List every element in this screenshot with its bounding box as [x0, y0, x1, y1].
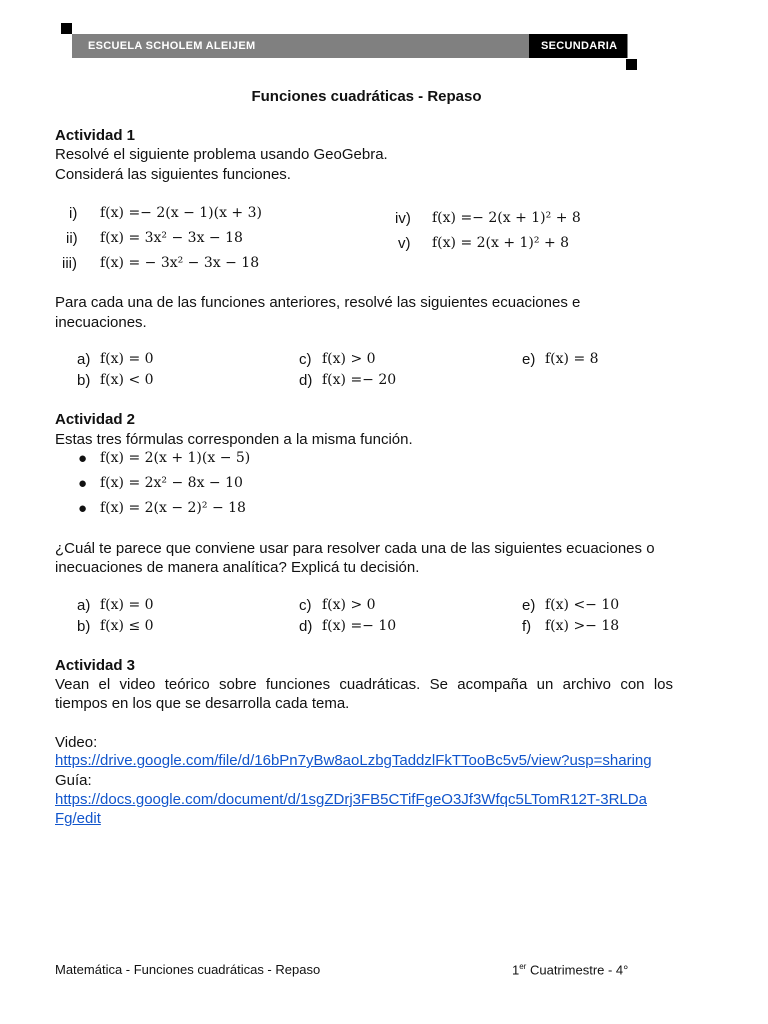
- act1-para2: inecuaciones.: [55, 314, 147, 331]
- footer-term-number: 1: [512, 962, 520, 978]
- eq2-label-c: c): [299, 597, 312, 614]
- formula-vertex: f(x) = 2(x − 2)² − 18: [100, 500, 246, 516]
- act3-heading: Actividad 3: [55, 657, 136, 674]
- footer-term-suffix: er: [519, 962, 527, 971]
- function-v: f(x) = 2(x + 1)² + 8: [432, 235, 570, 251]
- function-ii: f(x) = 3x² − 3x − 18: [100, 230, 243, 246]
- eq1-label-a: a): [77, 351, 91, 368]
- eq2-label-b: b): [77, 618, 91, 635]
- eq1-label-e: e): [522, 351, 536, 368]
- act1-line2: Considerá las siguientes funciones.: [55, 166, 291, 183]
- eq2-a: f(x) = 0: [100, 597, 154, 613]
- footer-left: Matemática - Funciones cuadráticas - Repaso: [55, 962, 321, 977]
- act1-line1: Resolvé el siguiente problema usando GeoGebra.: [55, 146, 388, 163]
- act2-intro: Estas tres fórmulas corresponden a la misma función.: [55, 431, 413, 448]
- eq1-a: f(x) = 0: [100, 351, 154, 367]
- act3-para2: tiempos en los que se desarrolla cada tema.: [55, 695, 350, 712]
- function-iii: f(x) = − 3x² − 3x − 18: [100, 255, 260, 271]
- level-label: SECUNDARIA: [541, 40, 618, 52]
- video-label: Video:: [55, 734, 98, 751]
- eq1-b: f(x) < 0: [100, 372, 154, 388]
- function-iv: f(x) =− 2(x + 1)² + 8: [432, 210, 581, 226]
- eq1-d: f(x) =− 20: [322, 372, 397, 388]
- act1-heading: Actividad 1: [55, 127, 136, 144]
- eq2-d: f(x) =− 10: [322, 618, 397, 634]
- act3-para1: Vean el video teórico sobre funciones cuadráticas. Se acompaña un archivo con los: [55, 676, 673, 693]
- eq2-label-a: a): [77, 597, 91, 614]
- eq1-c: f(x) > 0: [322, 351, 376, 367]
- function-label-v: v): [398, 235, 411, 252]
- eq2-c: f(x) > 0: [322, 597, 376, 613]
- eq1-e: f(x) = 8: [545, 351, 599, 367]
- act2-heading: Actividad 2: [55, 411, 136, 428]
- function-label-iv: iv): [395, 210, 411, 227]
- guide-link[interactable]: https://docs.google.com/document/d/1sgZDrj3FB5CTifFgeO3Jf3Wfqc5LTomR12T-3RLDa: [55, 791, 647, 808]
- act2-para2: inecuaciones de manera analítica? Explicá tu decisión.: [55, 559, 420, 576]
- function-label-ii: ii): [66, 230, 78, 247]
- header-corner-square-bottom: [626, 59, 637, 70]
- bullet-dot: ●: [78, 475, 88, 492]
- eq2-label-d: d): [299, 618, 313, 635]
- act2-para1: ¿Cuál te parece que conviene usar para resolver cada una de las siguientes ecuaciones o: [55, 540, 655, 557]
- eq2-b: f(x) ≤ 0: [100, 618, 154, 634]
- act1-para1: Para cada una de las funciones anteriores, resolvé las siguientes ecuaciones e: [55, 294, 581, 311]
- eq2-f: f(x) >− 18: [545, 618, 620, 634]
- function-label-i: i): [69, 205, 78, 222]
- formula-factored: f(x) = 2(x + 1)(x − 5): [100, 450, 251, 466]
- bullet-dot: ●: [78, 450, 88, 467]
- page-title: Funciones cuadráticas - Repaso: [251, 88, 482, 105]
- bullet-dot: ●: [78, 500, 88, 517]
- video-link[interactable]: https://drive.google.com/file/d/16bPn7yBw8aoLzbgTaddzlFkTTooBc5v5/view?usp=sharing: [55, 752, 652, 769]
- eq2-label-f: f): [522, 618, 532, 635]
- eq1-label-b: b): [77, 372, 91, 389]
- formula-polynomial: f(x) = 2x² − 8x − 10: [100, 475, 243, 491]
- eq1-label-d: d): [299, 372, 313, 389]
- guide-link-continued[interactable]: Fg/edit: [55, 810, 101, 827]
- function-i: f(x) =− 2(x − 1)(x + 3): [100, 205, 262, 221]
- guide-label: Guía:: [55, 772, 92, 789]
- eq2-e: f(x) <− 10: [545, 597, 620, 613]
- footer-term-rest: Cuatrimestre - 4°: [526, 962, 629, 978]
- footer-right: [512, 962, 628, 977]
- eq1-label-c: c): [299, 351, 312, 368]
- school-name: ESCUELA SCHOLEM ALEIJEM: [88, 40, 256, 52]
- header-corner-square-top: [61, 23, 72, 34]
- eq2-label-e: e): [522, 597, 536, 614]
- function-label-iii: iii): [62, 255, 77, 272]
